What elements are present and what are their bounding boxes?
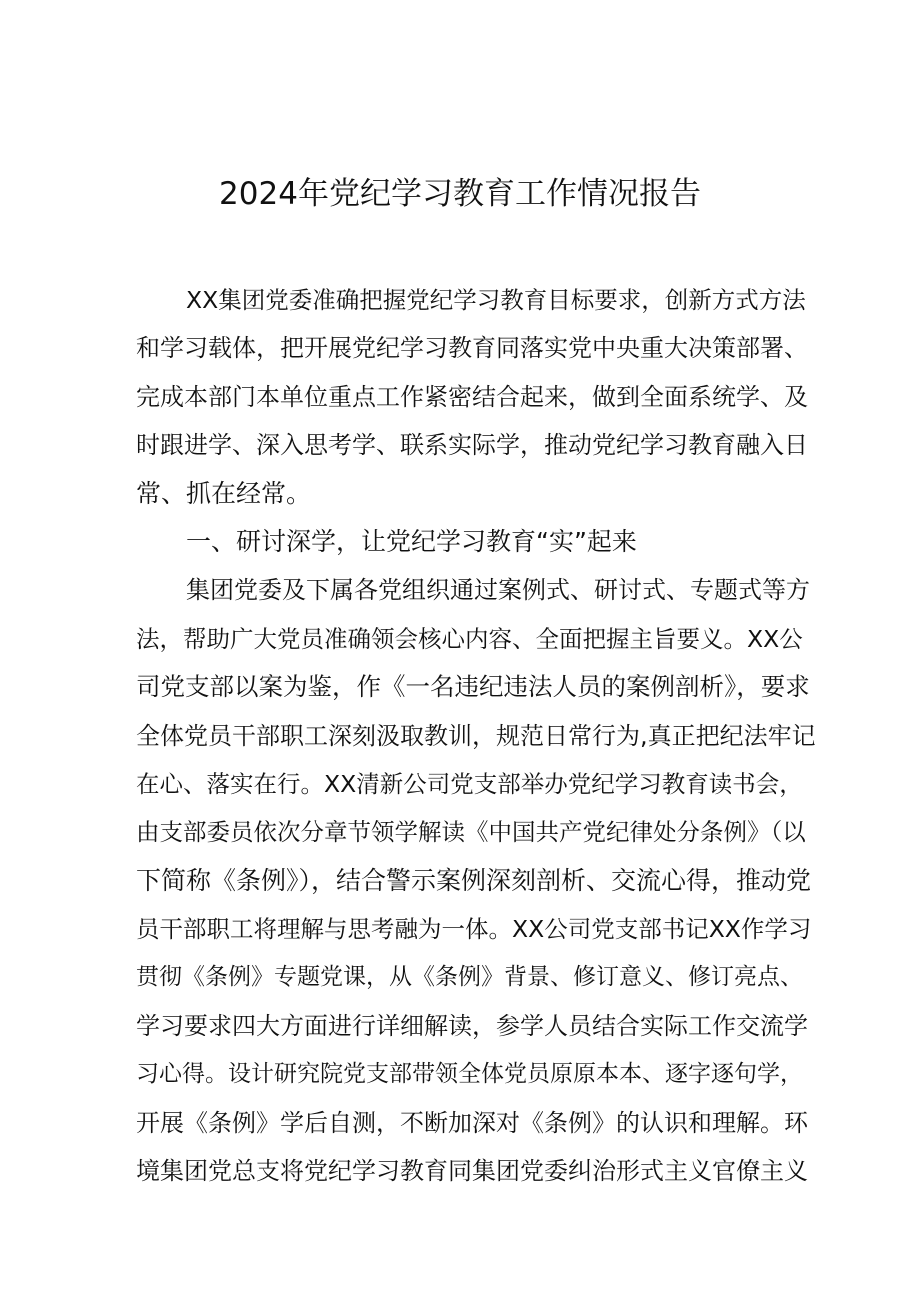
document-body (136, 276, 816, 1195)
document-title: 2024年党纪学习教育工作情况报告 (219, 176, 701, 212)
body-line: 习心得。设计研究院党支部带领全体党员原原本本、逐字逐句学， (136, 1061, 803, 1088)
body-line: 在心、落实在行。XX清新公司党支部举办党纪学习教育读书会， (136, 769, 803, 798)
body-line: 境集团党总支将党纪学习教育同集团党委纠治形式主义官僚主义 (136, 1157, 808, 1186)
body-line: XX集团党委准确把握党纪学习教育目标要求，创新方式方法 (186, 286, 806, 314)
body-line: 由支部委员依次分章节领学解读《中国共产党纪律处分条例》（以 (136, 818, 806, 847)
body-line: 学习要求四大方面进行详细解读，参学人员结合实际工作交流学 (136, 1011, 808, 1040)
body-line: 和学习载体，把开展党纪学习教育同落实党中央重大决策部署、 (136, 334, 808, 363)
body-line: 下简称《条例》），结合警示案例深刻剖析、交流心得，推动党 (136, 865, 812, 895)
body-line: 开展《条例》学后自测，不断加深对《条例》的认识和理解。环 (136, 1108, 808, 1137)
body-line: 集团党委及下属各党组织通过案例式、研讨式、专题式等方 (186, 576, 810, 605)
body-line: 贯彻《条例》专题党课，从《条例》背景、修订意义、修订亮点、 (136, 964, 803, 991)
body-line: 时跟进学、深入思考学、联系实际学，推动党纪学习教育融入日 (136, 431, 808, 460)
body-line: 法，帮助广大党员准确领会核心内容、全面把握主旨要义。XX公 (136, 624, 803, 653)
body-line: 一、研讨深学，让党纪学习教育“实”起来 (186, 526, 637, 556)
body-line: 完成本部门本单位重点工作紧密结合起来，做到全面系统学、及 (136, 382, 808, 411)
body-line: 常、抓在经常。 (136, 478, 312, 508)
body-line: 司党支部以案为鉴，作《一名违纪违法人员的案例剖析》，要求 (136, 672, 810, 702)
body-line: 员干部职工将理解与思考融为一体。XX公司党支部书记XX作学习 (136, 915, 812, 944)
body-line: 全体党员干部职工深刻汲取教训，规范日常行为,真正把纪法牢记 (136, 721, 816, 750)
